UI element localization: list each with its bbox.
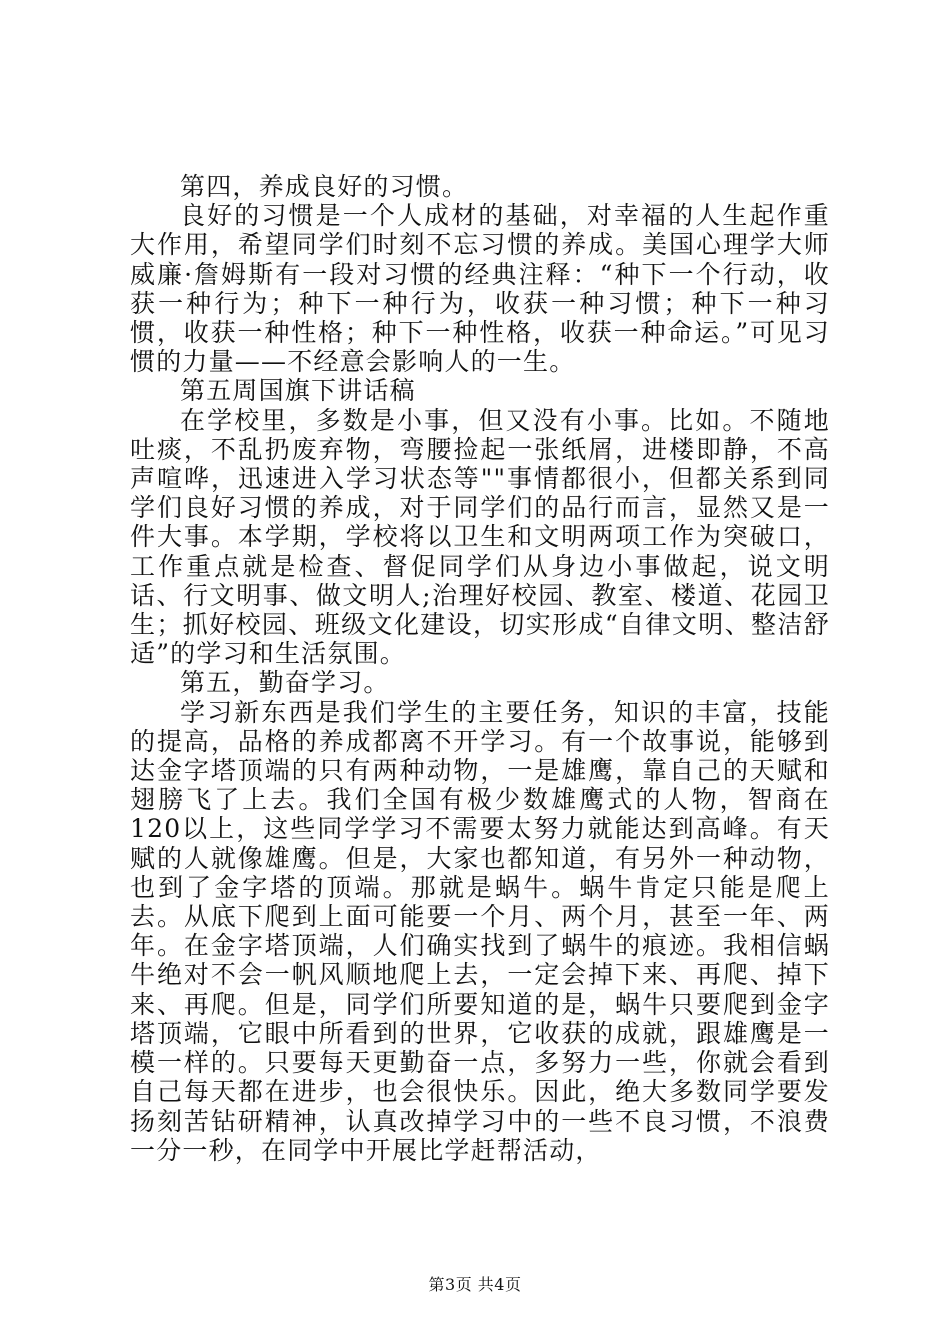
paragraph-habits: 良好的习惯是一个人成材的基础，对幸福的人生起作重大作用，希望同学们时刻不忘习惯的养成。美国心理学大师威廉·詹姆斯有一段对习惯的经典注释：“种下一个行动，收获一种行为；种下一种行为，收获一种习惯；种下一种习惯，收获一种性格；种下一种性格，收获一种命运。”可见习惯的力量——不经意会影响人的一生。	[130, 201, 830, 377]
section-heading-study: 第五，勤奋学习。	[180, 668, 390, 698]
page-number-footer: 第3页 共4页	[428, 1275, 522, 1294]
section-heading-speech-title: 第五周国旗下讲话稿	[180, 376, 416, 406]
paragraph-school-small-things: 在学校里，多数是小事，但又没有小事。比如。不随地吐痰，不乱扔废弃物，弯腰捡起一张纸屑，进楼即静，不高声喧哗，迅速进入学习状态等""事情都很小，但都关系到同学们良好习惯的养成，对于同学们的品行而言，显然又是一件大事。本学期，学校将以卫生和文明两项工作为突破口，工作重点就是检查、督促同学们从身边小事做起，说文明话、行文明事、做文明人;治理好校园、教室、楼道、花园卫生；抓好校园、班级文化建设，切实形成“自律文明、整洁舒适”的学习和生活氛围。	[130, 405, 830, 669]
paragraph-study: 学习新东西是我们学生的主要任务，知识的丰富，技能的提高，品格的养成都离不开学习。有一个故事说，能够到达金字塔顶端的只有两种动物，一是雄鹰，靠自己的天赋和翅膀飞了上去。我们全国有极少数雄鹰式的人物，智商在120以上，这些同学学习不需要太努力就能达到高峰。有天赋的人就像雄鹰。但是，大家也都知道，有另外一种动物，也到了金字塔的顶端。那就是蜗牛。蜗牛肯定只能是爬上去。从底下爬到上面可能要一个月、两个月，甚至一年、两年。在金字塔顶端，人们确实找到了蜗牛的痕迹。我相信蜗牛绝对不会一帆风顺地爬上去，一定会掉下来、再爬、掉下来、再爬。但是，同学们所要知道的是，蜗牛只要爬到金字塔顶端，它眼中所看到的世界，它收获的成就，跟雄鹰是一模一样的。只要每天更勤奋一点，多努力一些，你就会看到自己每天都在进步，也会很快乐。因此，绝大多数同学要发扬刻苦钻研精神，认真改掉学习中的一些不良习惯，不浪费一分一秒，在同学中开展比学赶帮活动，	[130, 697, 830, 1165]
document-body	[130, 172, 830, 1165]
section-heading-habits: 第四，养成良好的习惯。	[180, 172, 469, 201]
